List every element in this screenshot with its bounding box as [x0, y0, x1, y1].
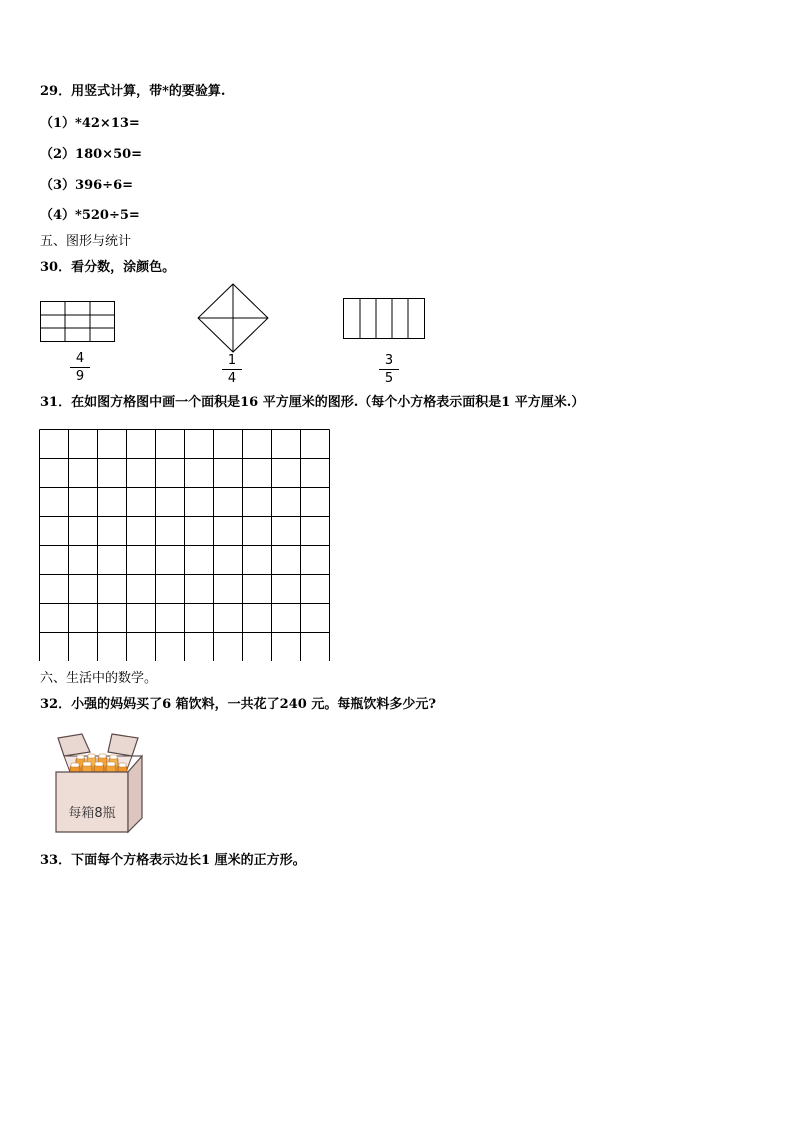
- fraction-figure-grid: [40, 301, 116, 343]
- fraction-label-1: [70, 351, 90, 384]
- fraction-label-3: [379, 353, 399, 386]
- fraction-3-denominator: 5: [384, 371, 394, 386]
- question-29-title: 29．用竖式计算，带*的要验算.: [40, 84, 226, 99]
- square-grid-10x8: [39, 429, 332, 661]
- fraction-figure-strip: [343, 298, 426, 340]
- question-29-item-2: （2）180×50=: [40, 147, 143, 162]
- drink-box-illustration: [52, 732, 144, 834]
- section-6-heading: 六、生活中的数学。: [40, 671, 158, 686]
- section-5-heading: 五、图形与统计: [40, 234, 132, 249]
- fraction-3-numerator: 3: [384, 353, 394, 368]
- fraction-label-2: [222, 353, 242, 386]
- question-30-title: 30．看分数，涂颜色。: [40, 260, 176, 275]
- question-32-title: 32．小强的妈妈买了6 箱饮料，一共花了240 元。每瓶饮料多少元?: [40, 697, 436, 712]
- fraction-figure-diamond: [196, 283, 270, 353]
- question-29-item-4: （4）*520÷5=: [40, 208, 140, 223]
- fraction-1-numerator: 4: [75, 351, 85, 366]
- box-label: 每箱8瓶: [68, 806, 116, 821]
- question-31-title: 31．在如图方格图中画一个面积是16 平方厘米的图形.（每个小方格表示面积是1 平方厘米.）: [40, 395, 585, 410]
- fraction-2-denominator: 4: [227, 371, 237, 386]
- question-29-item-3: （3）396÷6=: [40, 178, 134, 193]
- question-29-item-1: （1）*42×13=: [40, 116, 140, 131]
- fraction-2-numerator: 1: [227, 353, 237, 368]
- question-33-title: 33．下面每个方格表示边长1 厘米的正方形。: [40, 853, 306, 868]
- fraction-1-denominator: 9: [75, 369, 85, 384]
